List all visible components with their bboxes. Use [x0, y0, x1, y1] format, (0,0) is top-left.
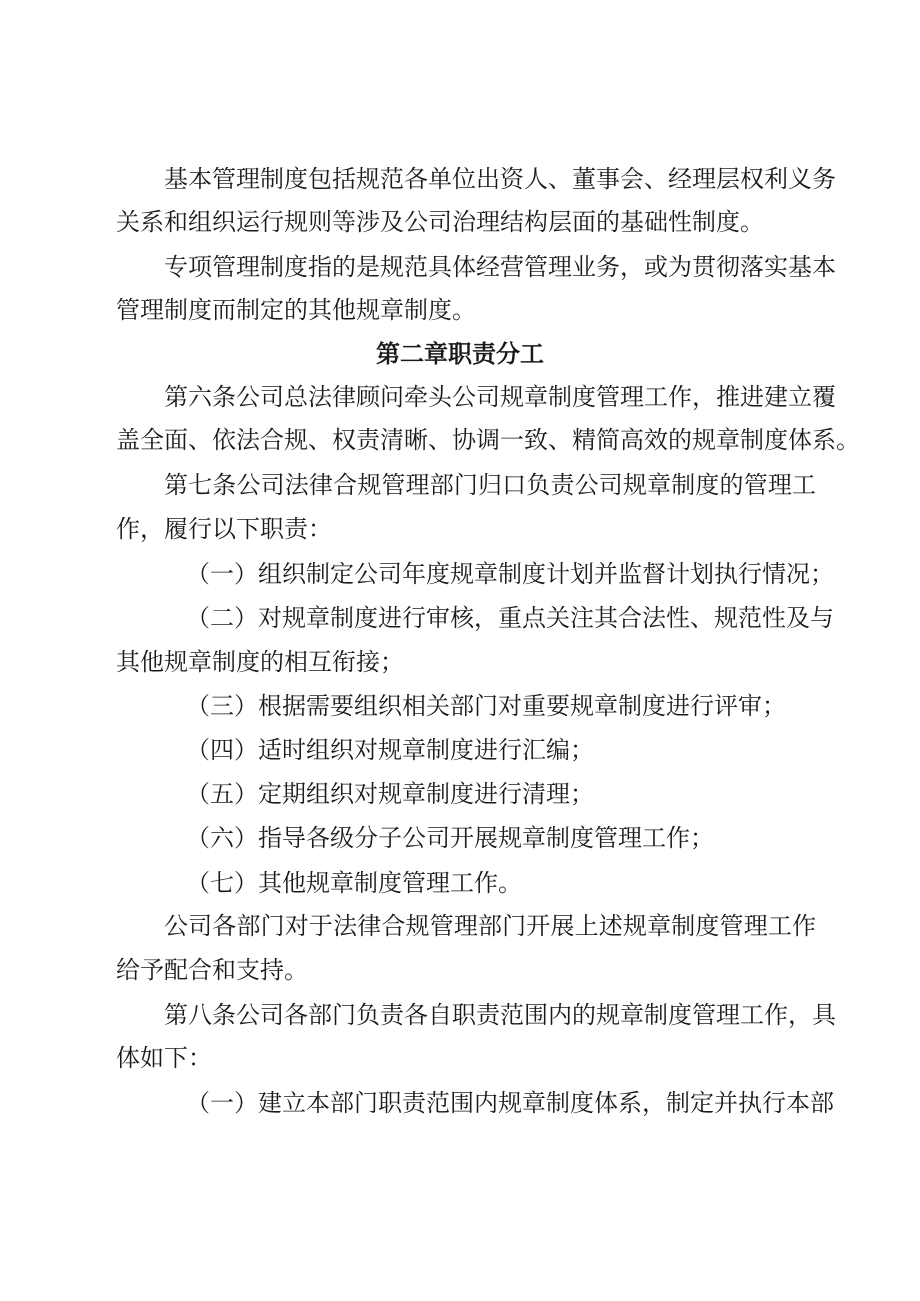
support-line2: 给予配合和支持。: [116, 956, 308, 984]
article8-item-1: （一）建立本部门职责范围内规章制度体系，制定并执行本部: [186, 1089, 834, 1117]
chapter-title: 第二章职责分工: [376, 340, 544, 368]
article6-line2: 盖全面、依法合规、权责清晰、协调一致、精简高效的规章制度体系。: [116, 426, 860, 454]
duty-item-5: （五）定期组织对规章制度进行清理；: [186, 780, 594, 808]
duty-item-6: （六）指导各级分子公司开展规章制度管理工作；: [186, 824, 714, 852]
article8-line1: 第八条公司各部门负责各自职责范围内的规章制度管理工作，具: [164, 1001, 836, 1029]
duty-item-1: （一）组织制定公司年度规章制度计划并监督计划执行情况；: [186, 560, 834, 588]
paragraph-special-line2: 管理制度而制定的其他规章制度。: [116, 296, 476, 324]
paragraph-special-line1: 专项管理制度指的是规范具体经营管理业务，或为贯彻落实基本: [164, 253, 836, 281]
duty-item-3: （三）根据需要组织相关部门对重要规章制度进行评审；: [186, 692, 786, 720]
paragraph-basic-line2: 关系和组织运行规则等涉及公司治理结构层面的基础性制度。: [116, 208, 764, 236]
support-line1: 公司各部门对于法律合规管理部门开展上述规章制度管理工作: [164, 912, 816, 940]
article6-line1: 第六条公司总法律顾问牵头公司规章制度管理工作，推进建立覆: [164, 383, 836, 411]
paragraph-basic-line1: 基本管理制度包括规范各单位出资人、董事会、经理层权利义务: [164, 165, 836, 193]
duty-item-2-line1: （二）对规章制度进行审核，重点关注其合法性、规范性及与: [186, 604, 834, 632]
duty-item-2-line2: 其他规章制度的相互衔接；: [116, 648, 404, 676]
article7-line2: 作，履行以下职责：: [116, 515, 332, 543]
article7-line1: 第七条公司法律合规管理部门归口负责公司规章制度的管理工: [164, 471, 816, 499]
article8-line2: 体如下：: [116, 1044, 212, 1072]
duty-item-4: （四）适时组织对规章制度进行汇编；: [186, 736, 594, 764]
duty-item-7: （七）其他规章制度管理工作。: [186, 869, 522, 897]
